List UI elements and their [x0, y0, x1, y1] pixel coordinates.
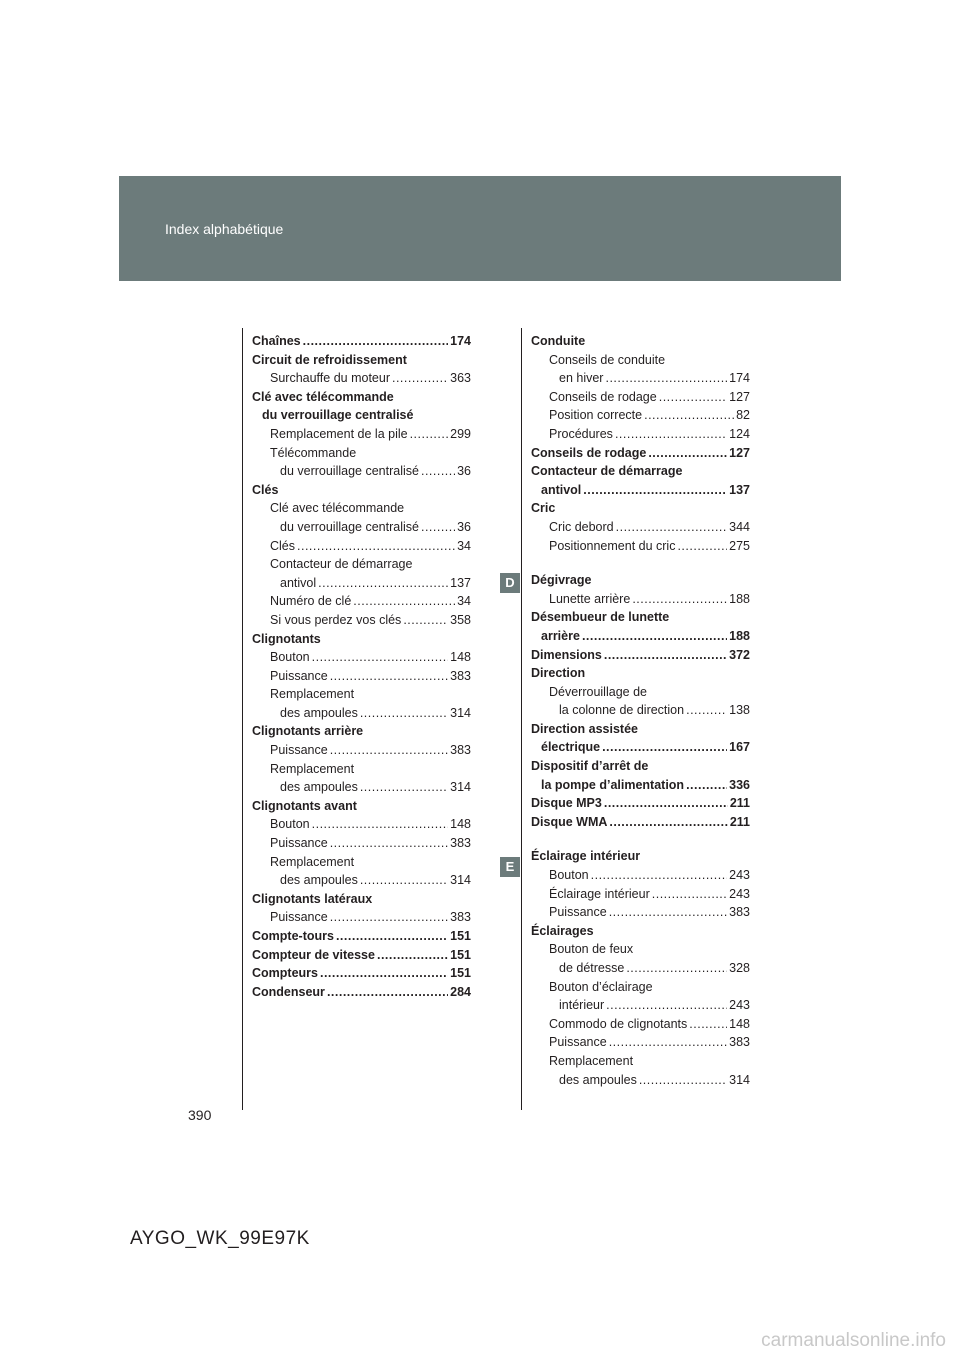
dot-leader [303, 332, 449, 351]
dot-leader [318, 574, 448, 593]
index-entry-text: électrique [541, 740, 601, 755]
index-entry [252, 722, 471, 741]
index-entry-text: Puissance [270, 910, 328, 925]
dot-leader [392, 369, 448, 388]
index-entry-text: du verrouillage centralisé [262, 408, 414, 423]
index-entry [252, 983, 471, 1002]
index-entry-text: Clignotants avant [252, 798, 357, 813]
index-entry-text: Surchauffe du moteur [270, 371, 390, 386]
index-entry-text: Bouton [270, 650, 310, 665]
dot-leader [609, 903, 727, 922]
index-entry-page[interactable]: 167 [729, 740, 750, 755]
index-entry-page[interactable]: 137 [450, 575, 471, 590]
index-entry-text: du verrouillage centralisé [280, 464, 419, 479]
index-entry [531, 813, 750, 832]
index-entry-text: Lunette arrière [549, 591, 631, 606]
index-entry [531, 627, 750, 646]
dot-leader [312, 648, 449, 667]
index-entry [252, 425, 471, 444]
index-entry-page[interactable]: 336 [729, 777, 750, 792]
index-entry-page[interactable]: 174 [450, 334, 471, 348]
index-entry-text: Procédures [549, 426, 613, 441]
index-entry [531, 646, 750, 665]
dot-leader [686, 701, 727, 720]
index-entry [252, 574, 471, 593]
index-entry-text: Bouton de feux [549, 942, 634, 957]
index-entry-text: Direction [531, 666, 586, 681]
index-entry [252, 704, 471, 723]
index-column-right [531, 332, 750, 1089]
index-entry-page[interactable]: 243 [729, 868, 750, 883]
index-entry-text: Bouton [549, 868, 589, 883]
index-entry-text: Direction assistée [531, 721, 638, 736]
index-entry-text: en hiver [559, 371, 604, 386]
index-entry [252, 406, 471, 425]
index-entry-text: antivol [541, 482, 582, 497]
index-entry-page[interactable]: 314 [450, 705, 471, 720]
dot-leader [648, 444, 727, 463]
watermark: carmanualsonline.info [761, 1330, 946, 1351]
index-entry-text: Télécommande [270, 445, 357, 460]
index-entry [252, 927, 471, 946]
dot-leader [605, 369, 727, 388]
index-entry-page[interactable]: 328 [729, 961, 750, 975]
index-entry-page[interactable]: 383 [450, 668, 471, 683]
index-entry-text: Puissance [549, 1035, 607, 1050]
index-entry-text: Dégivrage [531, 573, 592, 588]
index-entry [531, 388, 750, 407]
index-entry [531, 332, 750, 351]
index-entry-page[interactable]: 383 [729, 905, 750, 920]
index-entry-text: Position correcte [549, 408, 643, 423]
index-entry-page[interactable]: 148 [729, 1016, 750, 1031]
dot-leader [377, 946, 448, 965]
document-code: AYGO_WK_99E97K [130, 1228, 310, 1249]
index-entry-page[interactable]: 211 [729, 796, 750, 811]
index-entry-text: des ampoules [280, 705, 358, 720]
letter-tab-e: E [500, 857, 520, 877]
index-entry [531, 608, 750, 627]
dot-leader [320, 964, 448, 983]
index-entry [252, 462, 471, 481]
index-entry [252, 388, 471, 407]
index-entry-text: des ampoules [280, 873, 358, 888]
index-entry [252, 890, 471, 909]
dot-leader [602, 738, 727, 757]
index-entry-text: Éclairages [531, 923, 594, 938]
index-entry-text: Remplacement [270, 761, 355, 776]
column-divider-center [521, 328, 522, 1110]
index-entry [531, 978, 750, 997]
index-entry-text: Clés [252, 482, 279, 497]
index-entry-page[interactable]: 34 [457, 538, 471, 553]
index-entry [531, 776, 750, 795]
index-entry-text: la pompe d’alimentation [541, 777, 685, 792]
section-gap [531, 831, 750, 847]
index-entry [252, 444, 471, 463]
index-entry-text: Remplacement [270, 687, 355, 702]
index-entry [531, 738, 750, 757]
index-entry-page[interactable]: 127 [729, 389, 750, 404]
index-entry-page[interactable]: 151 [450, 966, 471, 981]
dot-leader [336, 927, 448, 946]
dot-leader [644, 406, 734, 425]
index-entry [252, 964, 471, 983]
index-entry-text: Dispositif d’arrêt de [531, 759, 649, 774]
index-entry [531, 866, 750, 885]
index-entry [252, 555, 471, 574]
index-entry [252, 908, 471, 927]
index-entry [252, 834, 471, 853]
index-entry-text: Puissance [549, 905, 607, 920]
dot-leader [421, 462, 455, 481]
index-entry-page[interactable]: 383 [450, 836, 471, 851]
index-entry-page[interactable]: 314 [450, 873, 471, 888]
index-entry-page[interactable]: 284 [450, 984, 471, 999]
dot-leader [353, 592, 455, 611]
dot-leader [615, 425, 727, 444]
index-entry-text: Conseils de rodage [549, 389, 657, 404]
dot-leader [583, 481, 727, 500]
index-entry-page[interactable]: 34 [457, 594, 471, 609]
index-entry-text: la colonne de direction [559, 703, 685, 718]
index-entry [252, 592, 471, 611]
dot-leader [330, 667, 448, 686]
index-entry-page[interactable]: 275 [729, 538, 750, 553]
index-entry [531, 664, 750, 683]
index-entry [252, 778, 471, 797]
index-entry [252, 871, 471, 890]
index-entry [252, 685, 471, 704]
index-entry [252, 332, 471, 351]
dot-leader [360, 871, 448, 890]
page-number: 390 [188, 1107, 212, 1123]
index-entry-page[interactable]: 82 [736, 408, 750, 423]
letter-tab-d: D [500, 573, 520, 593]
dot-leader [652, 885, 727, 904]
index-entry [531, 444, 750, 463]
index-entry-text: Bouton [270, 817, 310, 832]
index-entry-page[interactable]: 372 [729, 647, 750, 662]
dot-leader [330, 741, 448, 760]
index-entry [252, 741, 471, 760]
index-entry [531, 720, 750, 739]
index-entry-text: Compte-tours [252, 929, 334, 943]
index-entry-text: Clés [270, 538, 296, 553]
index-entry-text: Si vous perdez vos clés [270, 612, 402, 627]
index-entry-page[interactable]: 363 [450, 371, 471, 386]
index-entry [531, 847, 750, 866]
section-e [531, 847, 750, 1089]
dot-leader [330, 834, 448, 853]
index-entry-text: Déverrouillage de [549, 684, 647, 699]
dot-leader [609, 813, 727, 832]
index-entry-page[interactable]: 383 [450, 910, 471, 925]
index-entry [531, 996, 750, 1015]
index-entry [531, 885, 750, 904]
index-entry-page[interactable]: 344 [729, 519, 750, 534]
index-entry-text: Clignotants latéraux [252, 891, 373, 906]
index-entry [252, 611, 471, 630]
index-entry [531, 571, 750, 590]
index-entry-text: Remplacement [549, 1053, 634, 1068]
index-entry [531, 794, 750, 813]
index-entry-page[interactable]: 151 [450, 929, 471, 943]
index-entry [531, 922, 750, 941]
index-entry-page[interactable]: 137 [729, 482, 750, 497]
index-entry-page[interactable]: 314 [729, 1072, 750, 1087]
index-entry-text: Conseils de rodage [531, 445, 647, 460]
dot-leader [604, 794, 728, 813]
index-entry [531, 701, 750, 720]
dot-leader [360, 704, 448, 723]
index-entry-page[interactable]: 148 [450, 817, 471, 832]
index-entry [531, 1033, 750, 1052]
index-entry-page[interactable]: 127 [729, 445, 750, 460]
index-entry [252, 630, 471, 649]
index-entry-page[interactable]: 124 [729, 426, 750, 441]
index-entry [252, 518, 471, 537]
index-entry-text: Puissance [270, 836, 328, 851]
index-entry [531, 425, 750, 444]
index-entry [531, 903, 750, 922]
index-entry [531, 590, 750, 609]
index-entry-text: Désembueur de lunette [531, 610, 670, 625]
index-entry-text: Clé avec télécommande [252, 389, 394, 404]
index-entry-text: Compteurs [252, 966, 318, 981]
index-entry-text: Conduite [531, 334, 586, 348]
index-entry-text: Condenseur [252, 984, 325, 999]
index-entry-page[interactable]: 243 [729, 998, 750, 1013]
index-entry [531, 518, 750, 537]
index-entry-text: intérieur [559, 998, 605, 1013]
index-entry-text: Circuit de refroidissement [252, 352, 407, 367]
index-entry-page[interactable]: 36 [457, 464, 471, 479]
index-entry-page[interactable]: 188 [729, 628, 750, 643]
index-entry [531, 1052, 750, 1071]
column-divider-left [242, 328, 243, 1110]
dot-leader [327, 983, 448, 1002]
dot-leader [403, 611, 448, 630]
index-entry [531, 351, 750, 370]
dot-leader [360, 778, 448, 797]
index-entry [252, 946, 471, 965]
index-entry [531, 940, 750, 959]
index-entry [252, 648, 471, 667]
index-entry-page[interactable]: 383 [450, 743, 471, 758]
index-entry-page[interactable]: 243 [729, 886, 750, 901]
index-entry-text: Clé avec télécommande [270, 501, 405, 516]
index-entry [252, 760, 471, 779]
index-entry-page[interactable]: 358 [450, 612, 471, 627]
dot-leader [689, 1015, 727, 1034]
index-entry [531, 537, 750, 556]
index-entry-text: Puissance [270, 743, 328, 758]
index-entry [531, 757, 750, 776]
index-entry-text: Cric debord [549, 519, 614, 534]
index-entry-text: arrière [541, 628, 580, 643]
index-entry [252, 797, 471, 816]
index-entry [531, 406, 750, 425]
index-entry-text: Compteur de vitesse [252, 947, 375, 962]
index-entry-page[interactable]: 151 [450, 947, 471, 962]
index-entry-text: Disque MP3 [531, 796, 602, 811]
header-title: Index alphabétique [165, 221, 284, 237]
index-entry-page[interactable]: 148 [450, 650, 471, 665]
index-entry-page[interactable]: 36 [457, 519, 471, 534]
index-entry-text: Chaînes [252, 334, 301, 348]
dot-leader [639, 1071, 727, 1090]
index-entry-page[interactable]: 211 [729, 814, 750, 829]
index-entry-text: Remplacement de la pile [270, 426, 408, 441]
section-c [531, 332, 750, 555]
index-entry-text: Puissance [270, 668, 328, 683]
index-entry-text: Remplacement [270, 854, 355, 869]
index-entry [531, 369, 750, 388]
index-entry-page[interactable]: 299 [450, 426, 471, 441]
index-entry [531, 683, 750, 702]
index-entry-text: Bouton d’éclairage [549, 979, 653, 994]
section-gap [531, 555, 750, 571]
dot-leader [582, 627, 727, 646]
index-entry-page[interactable]: 383 [729, 1035, 750, 1050]
index-entry-text: Contacteur de démarrage [531, 464, 683, 479]
index-entry-page[interactable]: 188 [729, 591, 750, 606]
section-d [531, 571, 750, 831]
index-entry-text: du verrouillage centralisé [280, 519, 419, 534]
index-entry [531, 499, 750, 518]
dot-leader [410, 425, 449, 444]
index-entry-text: des ampoules [280, 780, 358, 795]
index-entry-text: de détresse [559, 961, 625, 975]
index-entry-text: antivol [280, 575, 317, 590]
dot-leader [632, 590, 727, 609]
index-entry-text: Dimensions [531, 647, 602, 662]
dot-leader [421, 518, 455, 537]
dot-leader [297, 537, 455, 556]
index-entry-text: Numéro de clé [270, 594, 352, 609]
index-entry-text: Éclairage intérieur [531, 849, 641, 864]
index-entry [252, 853, 471, 872]
dot-leader [686, 776, 727, 795]
index-entry [531, 1071, 750, 1090]
dot-leader [330, 908, 448, 927]
index-entry [531, 959, 750, 978]
dot-leader [604, 646, 727, 665]
index-entry-text: Éclairage intérieur [549, 886, 650, 901]
index-entry [252, 537, 471, 556]
index-entry [252, 499, 471, 518]
dot-leader [659, 388, 727, 407]
index-entry [252, 351, 471, 370]
index-entry-text: Clignotants [252, 631, 321, 646]
index-entry-text: Conseils de conduite [549, 352, 666, 367]
page-header-band [119, 176, 841, 281]
index-column-left [252, 332, 471, 1001]
index-entry-page[interactable]: 314 [450, 780, 471, 795]
dot-leader [616, 518, 728, 537]
index-entry-text: Commodo de clignotants [549, 1016, 688, 1031]
index-entry [252, 481, 471, 500]
index-entry [252, 815, 471, 834]
index-entry-page[interactable]: 174 [729, 371, 750, 386]
index-entry [531, 1015, 750, 1034]
index-entry [531, 481, 750, 500]
index-entry-text: Contacteur de démarrage [270, 557, 413, 572]
dot-leader [677, 537, 727, 556]
index-entry-page[interactable]: 138 [729, 703, 750, 718]
index-entry [252, 369, 471, 388]
index-entry-text: Positionnement du cric [549, 538, 676, 553]
index-entry-text: Cric [531, 501, 556, 516]
dot-leader [609, 1033, 727, 1052]
index-entry-text: des ampoules [559, 1072, 637, 1087]
index-entry [252, 667, 471, 686]
dot-leader [626, 959, 727, 978]
index-entry-text: Clignotants arrière [252, 724, 364, 739]
dot-leader [606, 996, 727, 1015]
index-entry-text: Disque WMA [531, 814, 608, 829]
dot-leader [591, 866, 728, 885]
index-entry [531, 462, 750, 481]
dot-leader [312, 815, 449, 834]
